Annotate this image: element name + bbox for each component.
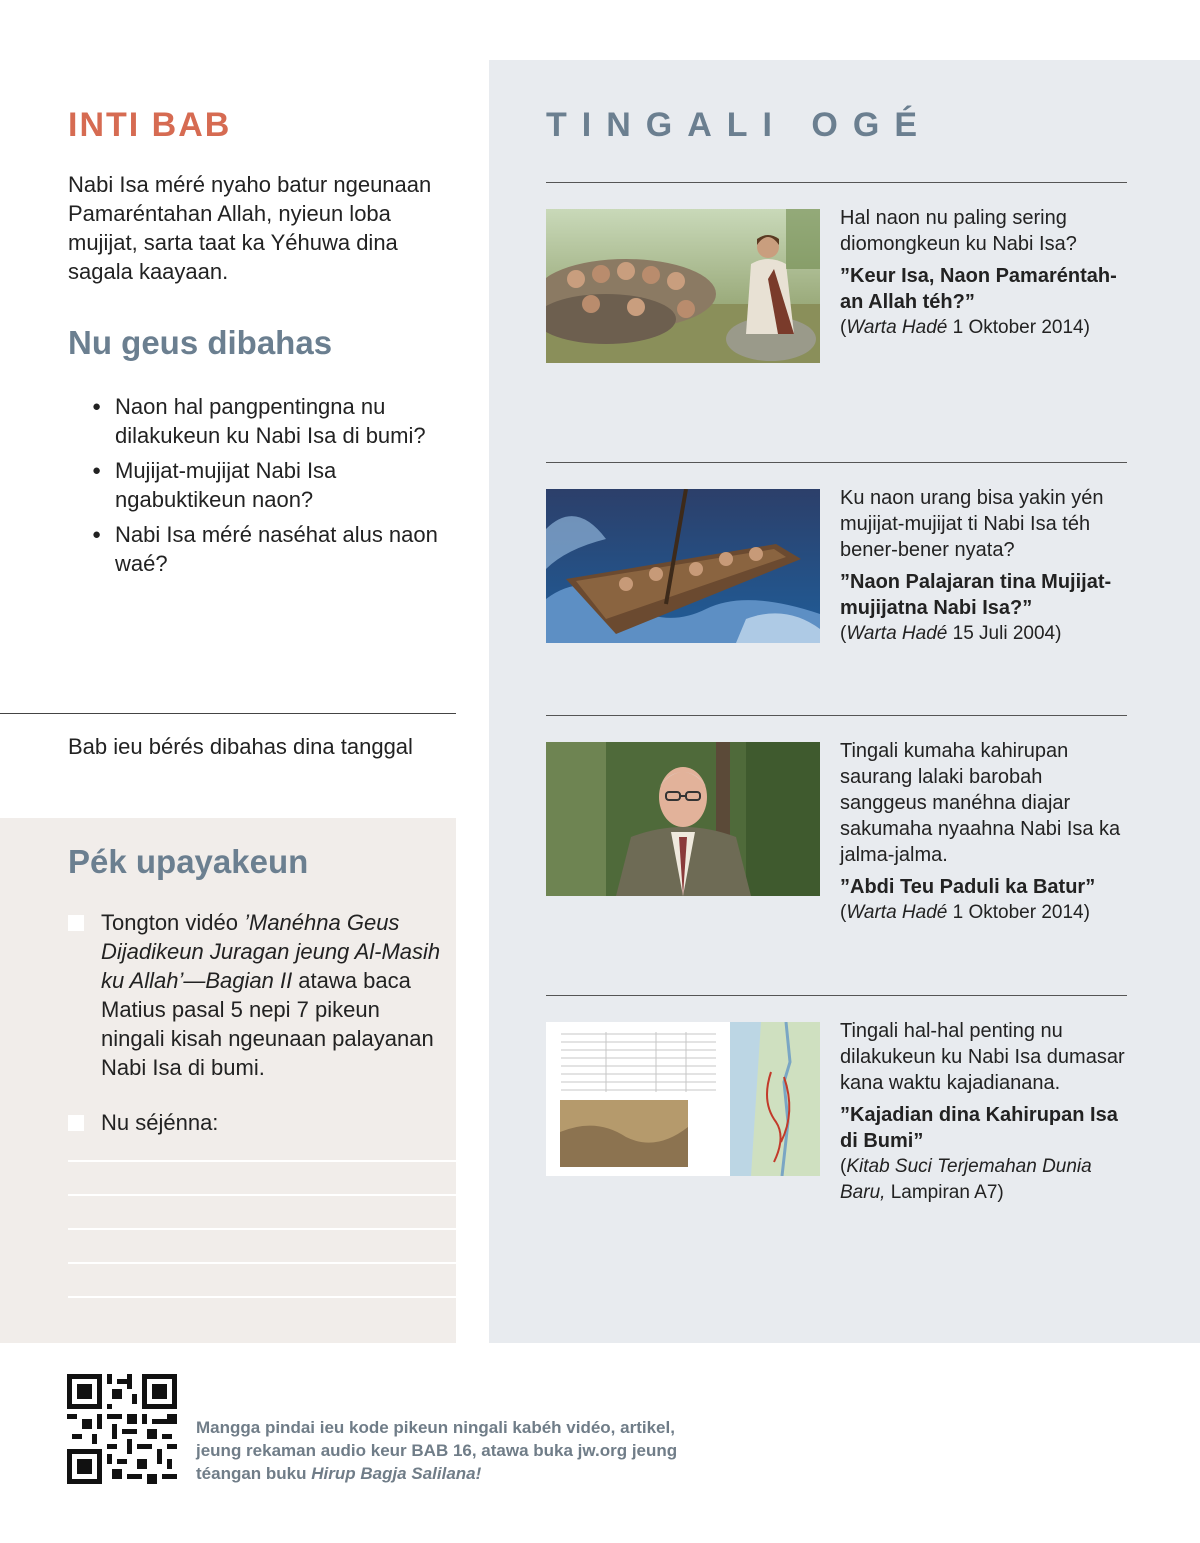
- item-question: Ku naon urang bisa yakin yén mujijat-mujijat ti Nabi Isa téh bener-bener nyata?: [840, 487, 1104, 561]
- item-title[interactable]: ”Abdi Teu Paduli ka Batur”: [840, 876, 1096, 898]
- checkbox[interactable]: [68, 915, 84, 931]
- timeline-map-image: [546, 1022, 820, 1176]
- storm-boat-image: [546, 489, 820, 643]
- reviewed-title: Nu geus dibahas: [68, 324, 333, 361]
- divider: [0, 713, 456, 714]
- item-title[interactable]: ”Kajadian dina Kahirupan Isa di Bumi”: [840, 1104, 1118, 1152]
- see-also-item: [840, 205, 1130, 341]
- item-question: Hal naon nu paling sering diomongkeun ku Nabi Isa?: [840, 207, 1077, 255]
- summary-text: Nabi Isa méré nyaho batur ngeunaan Pamaréntahan Allah, nyieun loba mujijat, sarta taat ka Yéhuwa dina sagala kaayaan.: [68, 172, 432, 284]
- see-also-title: TINGALI OGÉ: [546, 106, 932, 144]
- item-title[interactable]: ”Naon Palajaran tina Mujijat-mujijatna Nabi Isa?”: [840, 571, 1112, 619]
- item-title[interactable]: ”Keur Isa, Naon Pamaréntahan Allah téh?”: [840, 265, 1117, 313]
- divider: [546, 182, 1127, 183]
- divider: [546, 715, 1127, 716]
- item-source: (Kitab Suci Terjemahan Dunia Baru, Lampiran A7): [840, 1156, 1092, 1203]
- item-question: Tingali hal-hal penting nu dilakukeun ku Nabi Isa dumasar kana waktu kajadianana.: [840, 1020, 1125, 1094]
- review-question: ● Nabi Isa méré naséhat alus naon waé?: [92, 520, 452, 578]
- divider: [546, 995, 1127, 996]
- review-question: ● Mujijat-mujijat Nabi Isa ngabuktikeun naon?: [92, 456, 452, 514]
- item-source: (Warta Hadé 1 Oktober 2014): [840, 902, 1090, 923]
- writing-line[interactable]: [68, 1296, 456, 1298]
- task-text: Tongton vidéo ’Manéhna Geus Dijadikeun Juragan jeung Al-Masih ku Allah’—Bagian II atawa baca Matius pasal 5 nepi 7 pikeun ningali kisah ngeunaan palayanan Nabi Isa di bumi.: [101, 910, 441, 1080]
- writing-line[interactable]: [68, 1160, 456, 1162]
- writing-line[interactable]: [68, 1194, 456, 1196]
- try-title: Pék upayakeun: [68, 843, 309, 880]
- qr-code-icon[interactable]: [67, 1374, 177, 1484]
- review-question: ● Naon hal pangpentingna nu dilakukeun ku Nabi Isa di bumi?: [92, 392, 452, 450]
- review-questions: [92, 392, 452, 584]
- checkbox[interactable]: [68, 1115, 84, 1131]
- task-item: [68, 1108, 448, 1137]
- summary-title: INTI BAB: [68, 106, 232, 144]
- task-text: Nu séjénna:: [101, 1110, 219, 1135]
- man-portrait-image: [546, 742, 820, 896]
- writing-line[interactable]: [68, 1228, 456, 1230]
- task-item: [68, 908, 448, 1082]
- item-source: (Warta Hadé 1 Oktober 2014): [840, 317, 1090, 338]
- date-label: Bab ieu bérés dibahas dina tanggal: [68, 734, 413, 759]
- see-also-item: [840, 1018, 1130, 1206]
- footer-text: Mangga pindai ieu kode pikeun ningali kabéh vidéo, artikel, jeung rekaman audio keur BAB 16, atawa buka jw.org jeung téangan buku Hirup Bagja Salilana!: [196, 1418, 678, 1483]
- divider: [546, 462, 1127, 463]
- writing-line[interactable]: [68, 1262, 456, 1264]
- see-also-item: [840, 738, 1130, 926]
- item-question: Tingali kumaha kahirupan saurang lalaki barobah sanggeus manéhna diajar sakumaha nyaahna Nabi Isa ka jalma-jalma.: [840, 740, 1121, 866]
- item-source: (Warta Hadé 15 Juli 2004): [840, 623, 1062, 644]
- video-title: ’Manéhna Geus Dijadikeun Juragan jeung Al-Masih ku Allah’—Bagian II: [101, 910, 441, 993]
- jesus-teaching-image: [546, 209, 820, 363]
- see-also-item: [840, 485, 1130, 647]
